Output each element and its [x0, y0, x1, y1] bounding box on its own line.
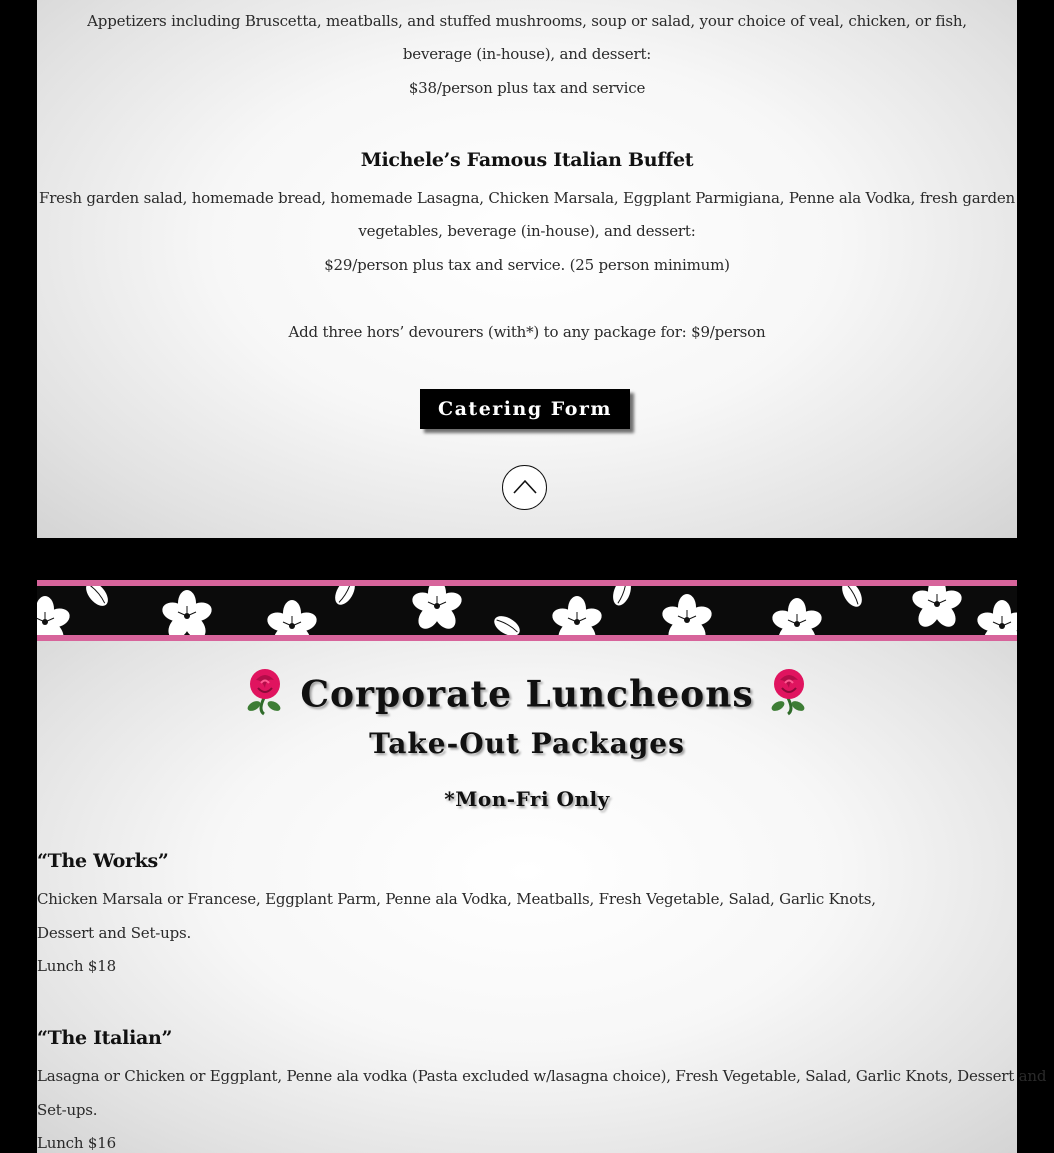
package-description: Chicken Marsala or Francese, Eggplant Parm, Penne ala Vodka, Meatballs, Fresh Vegetable, Salad, Garlic Knots,: [37, 890, 876, 908]
package-price: Lunch $16: [37, 1134, 116, 1152]
appetizer-package-description-cont: beverage (in-house), and dessert:: [402, 45, 652, 63]
catering-form-button[interactable]: Catering Form: [420, 389, 630, 429]
take-out-packages-list: [37, 641, 1047, 1153]
appetizer-package-price: $38/person plus tax and service: [408, 79, 646, 97]
chevron-up-icon: [513, 478, 537, 496]
package-description-cont: Set-ups.: [37, 1101, 98, 1119]
package-price: Lunch $18: [37, 957, 116, 975]
buffet-description-cont: vegetables, beverage (in-house), and dessert:: [358, 222, 696, 240]
package-description-cont: Dessert and Set-ups.: [37, 924, 192, 942]
addon-note: Add three hors’ devourers (with*) to any package for: $9/person: [288, 323, 766, 341]
take-out-packages-subtitle: Take-Out Packages: [369, 727, 685, 760]
catering-packages-panel: [37, 0, 1017, 538]
floral-banner: [37, 580, 1017, 641]
corporate-title-text: Corporate Luncheons: [300, 673, 754, 716]
package-description: Lasagna or Chicken or Eggplant, Penne ala vodka (Pasta excluded w/lasagna choice), Fresh Vegetable, Salad, Garlic Knots, Dessert and: [37, 1067, 1047, 1085]
mon-fri-note: *Mon-Fri Only: [444, 787, 610, 811]
scroll-to-top-button[interactable]: [502, 465, 547, 510]
package-name: “The Italian”: [37, 1027, 173, 1049]
buffet-price: $29/person plus tax and service. (25 person minimum): [324, 256, 730, 274]
hibiscus-pattern-icon: [37, 586, 1017, 635]
appetizer-package-description: Appetizers including Bruscetta, meatballs, and stuffed mushrooms, soup or salad, your choice of veal, chicken, or fish,: [87, 12, 967, 30]
buffet-title: Michele’s Famous Italian Buffet: [360, 149, 694, 171]
package-name: “The Works”: [37, 850, 169, 872]
buffet-description: Fresh garden salad, homemade bread, homemade Lasagna, Chicken Marsala, Eggplant Parmigiana, Penne ala Vodka, fresh garden: [38, 189, 1015, 207]
